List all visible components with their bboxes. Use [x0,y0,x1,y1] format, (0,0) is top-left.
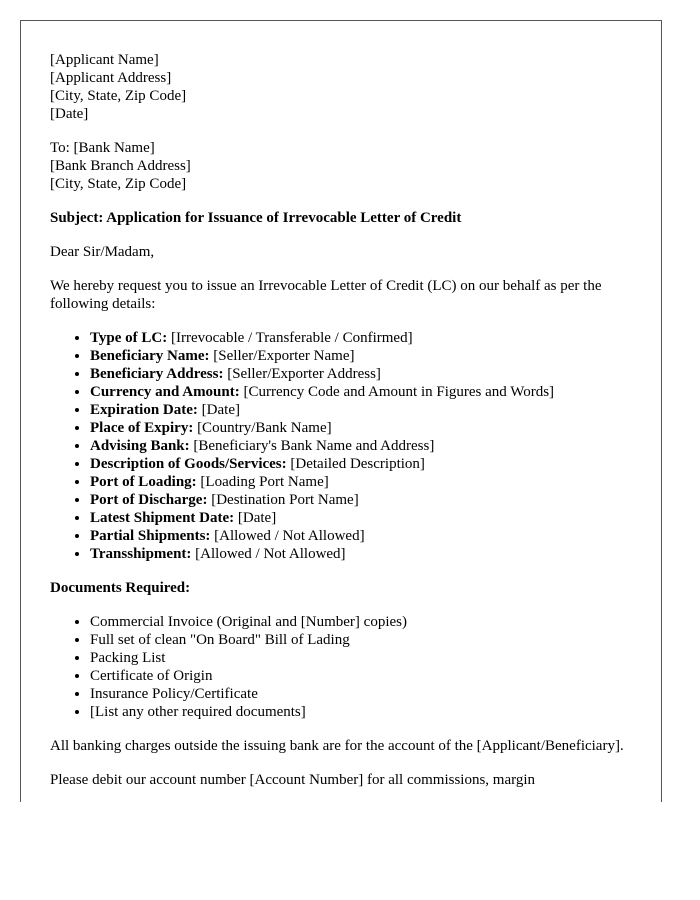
sender-date: [Date] [50,106,89,122]
detail-value: [Seller/Exporter Name] [209,348,355,364]
list-item: • Insurance Policy/Certificate [90,685,633,703]
detail-label: Currency and Amount: [90,384,240,400]
detail-value: [Currency Code and Amount in Figures and Words] [239,384,555,400]
documents-list [50,613,633,721]
detail-label: Type of LC: [90,330,168,346]
recipient-to: To: [Bank Name] [50,140,155,156]
subject-line: Subject: Application for Issuance of Irrevocable Letter of Credit [50,210,462,226]
salutation: Dear Sir/Madam, [50,244,155,260]
letter-page [20,20,662,802]
sender-name: [Applicant Name] [50,52,159,68]
detail-value: [Irrevocable / Transferable / Confirmed] [167,330,413,346]
detail-label: Port of Loading: [90,474,197,490]
detail-label: Beneficiary Name: [90,348,210,364]
list-item [90,365,633,383]
list-item [90,455,633,473]
list-item: • [List any other required documents] [90,703,633,721]
list-item [90,383,633,401]
list-item: • Full set of clean "On Board" Bill of Lading [90,631,633,649]
list-item [90,437,633,455]
detail-label: Port of Discharge: [90,492,208,508]
documents-heading: Documents Required: [50,580,191,596]
detail-label: Transshipment: [90,546,192,562]
detail-value: [Allowed / Not Allowed] [191,546,346,562]
recipient-city: [City, State, Zip Code] [50,176,187,192]
detail-value: [Loading Port Name] [196,474,329,490]
lc-details-list [50,329,633,563]
list-item [90,509,633,527]
list-item [90,401,633,419]
detail-value: [Detailed Description] [286,456,425,472]
recipient-block [50,139,633,193]
detail-value: [Destination Port Name] [207,492,359,508]
detail-label: Advising Bank: [90,438,190,454]
detail-label: Partial Shipments: [90,528,211,544]
list-item: • Packing List [90,649,633,667]
detail-label: Description of Goods/Services: [90,456,287,472]
detail-value: [Date] [234,510,277,526]
detail-value: [Allowed / Not Allowed] [210,528,365,544]
list-item: • Commercial Invoice (Original and [Number] copies) [90,613,633,631]
detail-label: Beneficiary Address: [90,366,224,382]
detail-value: [Country/Bank Name] [193,420,332,436]
list-item [90,545,633,563]
list-item [90,347,633,365]
detail-label: Latest Shipment Date: [90,510,235,526]
sender-city: [City, State, Zip Code] [50,88,187,104]
list-item: • Certificate of Origin [90,667,633,685]
sender-address: [Applicant Address] [50,70,172,86]
detail-label: Expiration Date: [90,402,198,418]
list-item [90,491,633,509]
detail-label: Place of Expiry: [90,420,194,436]
detail-value: [Date] [197,402,240,418]
list-item [90,473,633,491]
detail-value: [Beneficiary's Bank Name and Address] [189,438,435,454]
list-item [90,527,633,545]
detail-value: [Seller/Exporter Address] [223,366,381,382]
list-item [90,329,633,347]
charges-paragraph: All banking charges outside the issuing bank are for the account of the [Applicant/Beneficiary]. [50,738,624,754]
list-item [90,419,633,437]
debit-paragraph: Please debit our account number [Account Number] for all commissions, margin [50,772,536,788]
recipient-address: [Bank Branch Address] [50,158,191,174]
intro-paragraph: We hereby request you to issue an Irrevocable Letter of Credit (LC) on our behalf as per the following details: [50,278,602,312]
sender-block [50,51,633,123]
